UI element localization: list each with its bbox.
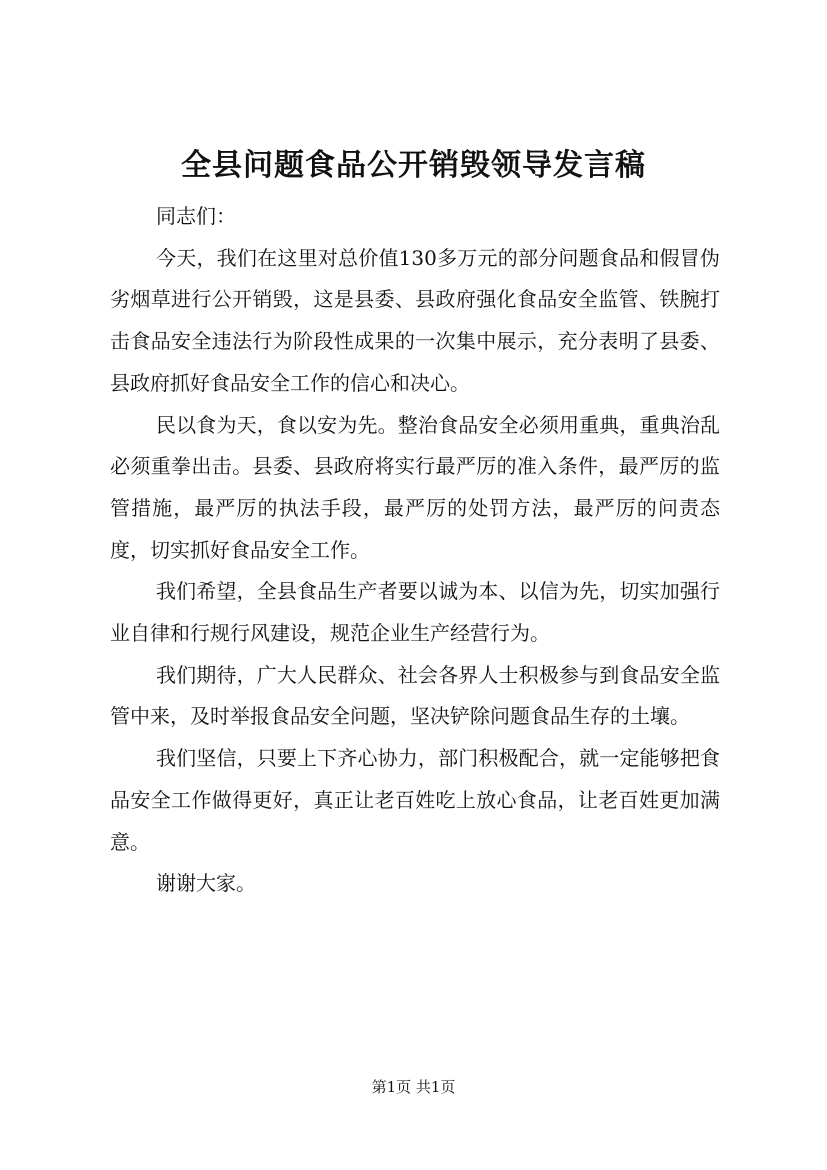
paragraph-5: 我们坚信，只要上下齐心协力，部门积极配合，就一定能够把食品安全工作做得更好，真正让老百姓吃上放心食品，让老百姓更加满意。 [110, 746, 720, 854]
closing-thanks: 谢谢大家。 [156, 871, 256, 896]
paragraph-4: 我们期待，广大人民群众、社会各界人士积极参与到食品安全监管中来，及时举报食品安全问题，坚决铲除问题食品生存的土壤。 [110, 662, 720, 729]
page-number-footer: 第1页 共1页 [371, 1078, 456, 1096]
document-title: 全县问题食品公开销毁领导发言稿 [181, 148, 646, 183]
paragraph-1: 今天，我们在这里对总价值130多万元的部分问题食品和假冒伪劣烟草进行公开销毁，这是县委、县政府强化食品安全监管、铁腕打击食品安全违法行为阶段性成果的一次集中展示，充分表明了县委、县政府抓好食品安全工作的信心和决心。 [110, 245, 720, 395]
salutation: 同志们： [156, 204, 236, 228]
paragraph-2: 民以食为天，食以安为先。整治食品安全必须用重典，重典治乱必须重拳出击。县委、县政府将实行最严厉的准入条件，最严厉的监管措施，最严厉的执法手段，最严厉的处罚方法，最严厉的问责态度，切实抓好食品安全工作。 [110, 412, 720, 562]
document-body [110, 196, 720, 905]
paragraph-3: 我们希望，全县食品生产者要以诚为本、以信为先，切实加强行业自律和行规行风建设，规范企业生产经营行为。 [110, 579, 720, 646]
